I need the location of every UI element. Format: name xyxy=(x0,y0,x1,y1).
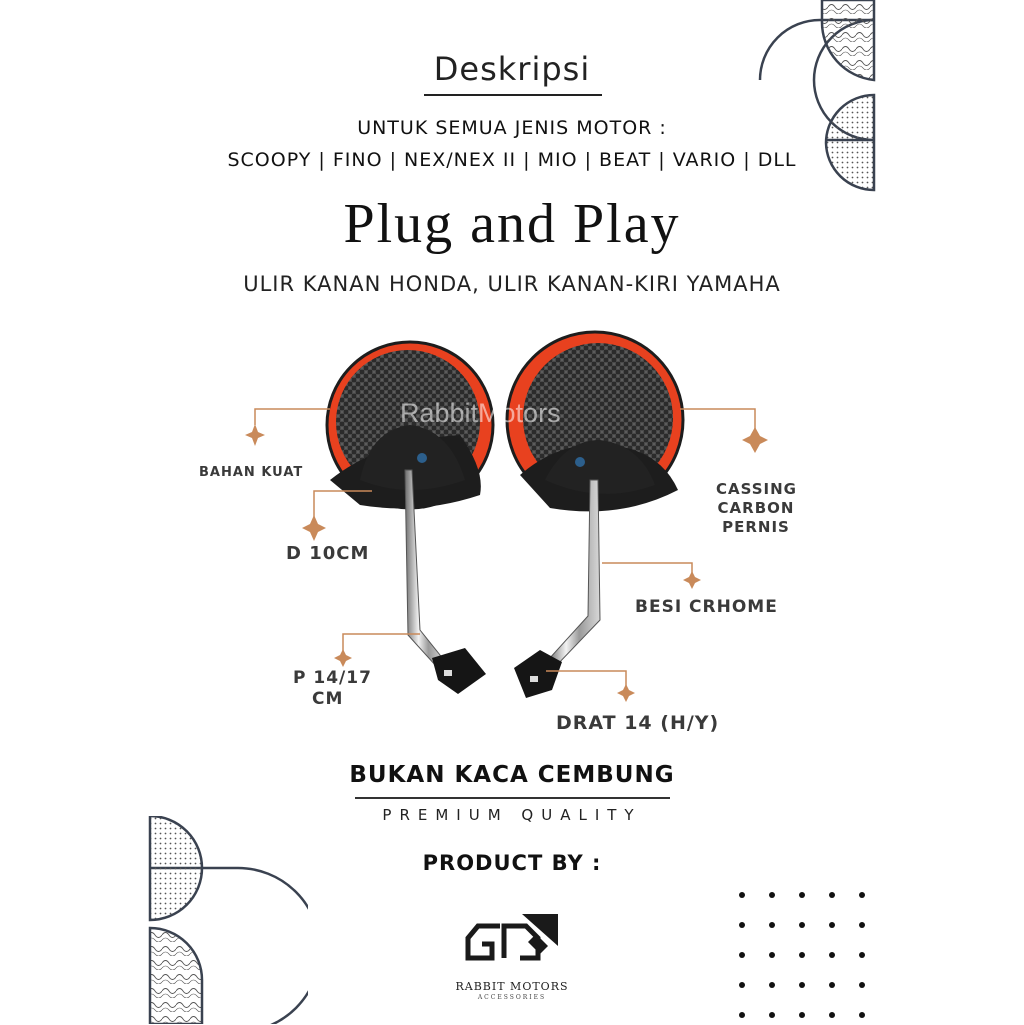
callout-thread-size: DRAT 14 (H/Y) xyxy=(556,712,720,734)
callout-length-line-2: CM xyxy=(312,689,344,709)
not-convex-label: BUKAN KACA CEMBUNG xyxy=(349,762,675,788)
sparkle-icon xyxy=(334,649,352,667)
quality-label: PREMIUM QUALITY xyxy=(382,806,642,824)
callout-rod: BESI CRHOME xyxy=(635,597,778,617)
compat-line-1: UNTUK SEMUA JENIS MOTOR : xyxy=(357,117,667,139)
watermark: RabbitMotors xyxy=(400,398,561,428)
headline: Plug and Play xyxy=(343,193,681,255)
sparkle-icon xyxy=(617,684,635,702)
thread-info: ULIR KANAN HONDA, ULIR KANAN-KIRI YAMAHA xyxy=(243,272,781,296)
page-title: Deskripsi xyxy=(433,50,591,88)
sparkle-icon xyxy=(302,515,326,541)
sparkle-icon xyxy=(683,571,701,589)
compat-line-2: SCOOPY | FINO | NEX/NEX II | MIO | BEAT | VARIO | DLL xyxy=(227,149,797,171)
callout-diameter: D 10CM xyxy=(286,543,370,564)
callout-casing-line-1: CASSING xyxy=(716,480,797,498)
callout-casing xyxy=(716,480,796,537)
sparkle-icon xyxy=(245,424,265,446)
product-by-label: PRODUCT BY : xyxy=(422,851,602,875)
bukan-underline xyxy=(355,797,670,799)
callout-casing-line-3: PERNIS xyxy=(722,518,790,536)
brand-subtitle: ACCESSORIES xyxy=(477,994,547,1001)
sparkle-icon xyxy=(742,427,768,453)
callout-length xyxy=(293,668,372,710)
brand-logo xyxy=(462,906,562,976)
callout-casing-line-2: CARBON xyxy=(717,499,795,517)
callout-length-line-1: P 14/17 xyxy=(293,668,372,688)
brand-name: RABBIT MOTORS xyxy=(455,980,569,993)
callout-material: BAHAN KUAT xyxy=(199,465,304,480)
